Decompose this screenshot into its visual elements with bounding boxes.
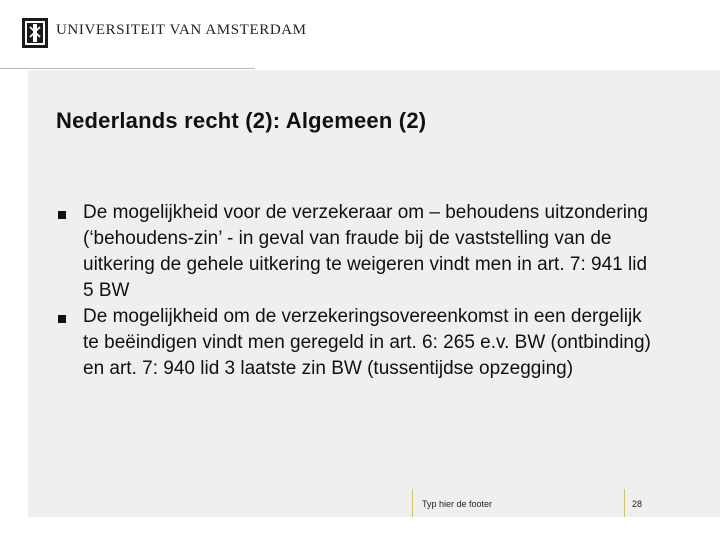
footer-text: Typ hier de footer — [422, 499, 493, 509]
header — [0, 0, 720, 70]
bullet-square-icon — [58, 211, 66, 219]
page-number: 28 — [632, 499, 643, 509]
bullet-item — [56, 200, 656, 304]
header-divider — [0, 68, 255, 69]
page-number-divider — [624, 489, 625, 517]
footer-divider — [412, 489, 413, 517]
bullet-list — [56, 200, 656, 382]
bullet-text: De mogelijkheid om de verzekeringsovereenkomst in een dergelijk te beëindigen vindt men geregeld in art. 6: 265 e.v. BW (ontbinding) en art. 7: 940 lid 3 laatste zin BW (tussentijdse opzegging) — [83, 306, 651, 379]
slide-title: Nederlands recht (2): Algemeen (2) — [56, 108, 427, 133]
bullet-square-icon — [58, 315, 66, 323]
bullet-item — [56, 304, 656, 382]
university-name: UNIVERSITEIT VAN AMSTERDAM — [56, 22, 307, 38]
uva-crest-icon — [22, 18, 48, 48]
bullet-text: De mogelijkheid voor de verzekeraar om – behoudens uitzondering (‘behoudens-zin’ - in geval van fraude bij de vaststelling van de uitkering de gehele uitkering te weigeren vindt men in art. 7: 941 lid 5 BW — [83, 202, 649, 301]
